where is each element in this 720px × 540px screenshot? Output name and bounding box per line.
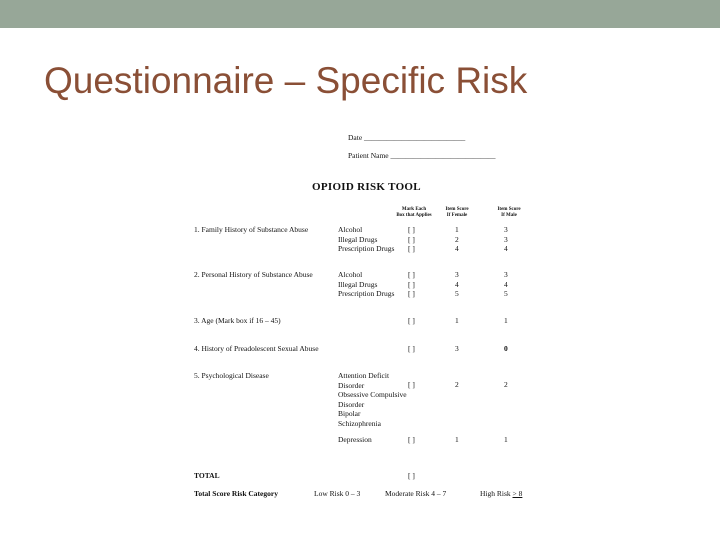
row-psychological-disease-items: Attention Deficit Disorder Obsessive Compulsive Disorder Bipolar Schizophrenia <box>338 371 407 428</box>
row-family-history-label: 1. Family History of Substance Abuse <box>194 225 309 234</box>
risk-category-label: Total Score Risk Category <box>194 489 278 498</box>
checkbox[interactable]: [ ] <box>408 270 415 279</box>
row-preadolescent-abuse-label: 4. History of Preadolescent Sexual Abuse <box>194 344 319 353</box>
checkbox[interactable]: [ ] <box>408 344 415 353</box>
row-age-female-score: 1 <box>455 316 459 325</box>
depression-label: Depression <box>338 435 372 444</box>
low-risk-range: Low Risk 0 – 3 <box>314 489 361 498</box>
column-header-mark-box: Mark Each Box that Applies <box>396 207 432 218</box>
checkbox[interactable]: [ ] <box>408 435 415 444</box>
checkbox[interactable]: [ ] <box>408 316 415 325</box>
high-risk-range: High Risk > 8 <box>480 489 523 498</box>
checkbox[interactable]: [ ] <box>408 289 415 299</box>
row-family-history-items: Alcohol Illegal Drugs Prescription Drugs <box>338 225 395 254</box>
opioid-risk-tool-document <box>190 125 535 505</box>
row-personal-history-male-scores: 3 4 5 <box>504 270 508 299</box>
row-family-history-male-scores: 3 3 4 <box>504 225 508 254</box>
row-personal-history-female-scores: 3 4 5 <box>455 270 459 299</box>
checkbox[interactable]: [ ] <box>408 471 415 480</box>
slide-title: Questionnaire – Specific Risk <box>44 60 528 101</box>
row-family-history-checkboxes <box>408 225 415 254</box>
row-psychological-disease-female-score: 2 <box>455 380 459 389</box>
patient-name-field-label: Patient Name ____________________________ <box>348 151 496 160</box>
row-preadolescent-abuse-male-score: 0 <box>504 344 508 353</box>
checkbox[interactable]: [ ] <box>408 234 415 244</box>
total-label: TOTAL <box>194 471 220 480</box>
row-age-male-score: 1 <box>504 316 508 325</box>
row-personal-history-checkboxes <box>408 270 415 299</box>
moderate-risk-range: Moderate Risk 4 – 7 <box>385 489 447 498</box>
row-psychological-disease-label: 5. Psychological Disease <box>194 371 269 380</box>
checkbox[interactable]: [ ] <box>408 380 415 389</box>
date-field-label: Date ___________________________ <box>348 133 466 142</box>
row-preadolescent-abuse-female-score: 3 <box>455 344 459 353</box>
row-personal-history-items: Alcohol Illegal Drugs Prescription Drugs <box>338 270 395 299</box>
depression-male-score: 1 <box>504 435 508 444</box>
checkbox[interactable]: [ ] <box>408 244 415 254</box>
checkbox[interactable]: [ ] <box>408 225 415 234</box>
column-header-male: Item Score If Male <box>497 207 521 218</box>
column-header-female: Item Score If Female <box>445 207 469 218</box>
row-personal-history-label: 2. Personal History of Substance Abuse <box>194 270 313 279</box>
row-family-history-female-scores: 1 2 4 <box>455 225 459 254</box>
checkbox[interactable]: [ ] <box>408 279 415 289</box>
depression-female-score: 1 <box>455 435 459 444</box>
header-bar <box>0 0 720 28</box>
document-title: OPIOID RISK TOOL <box>312 181 421 193</box>
row-psychological-disease-male-score: 2 <box>504 380 508 389</box>
row-age-label: 3. Age (Mark box if 16 – 45) <box>194 316 281 325</box>
